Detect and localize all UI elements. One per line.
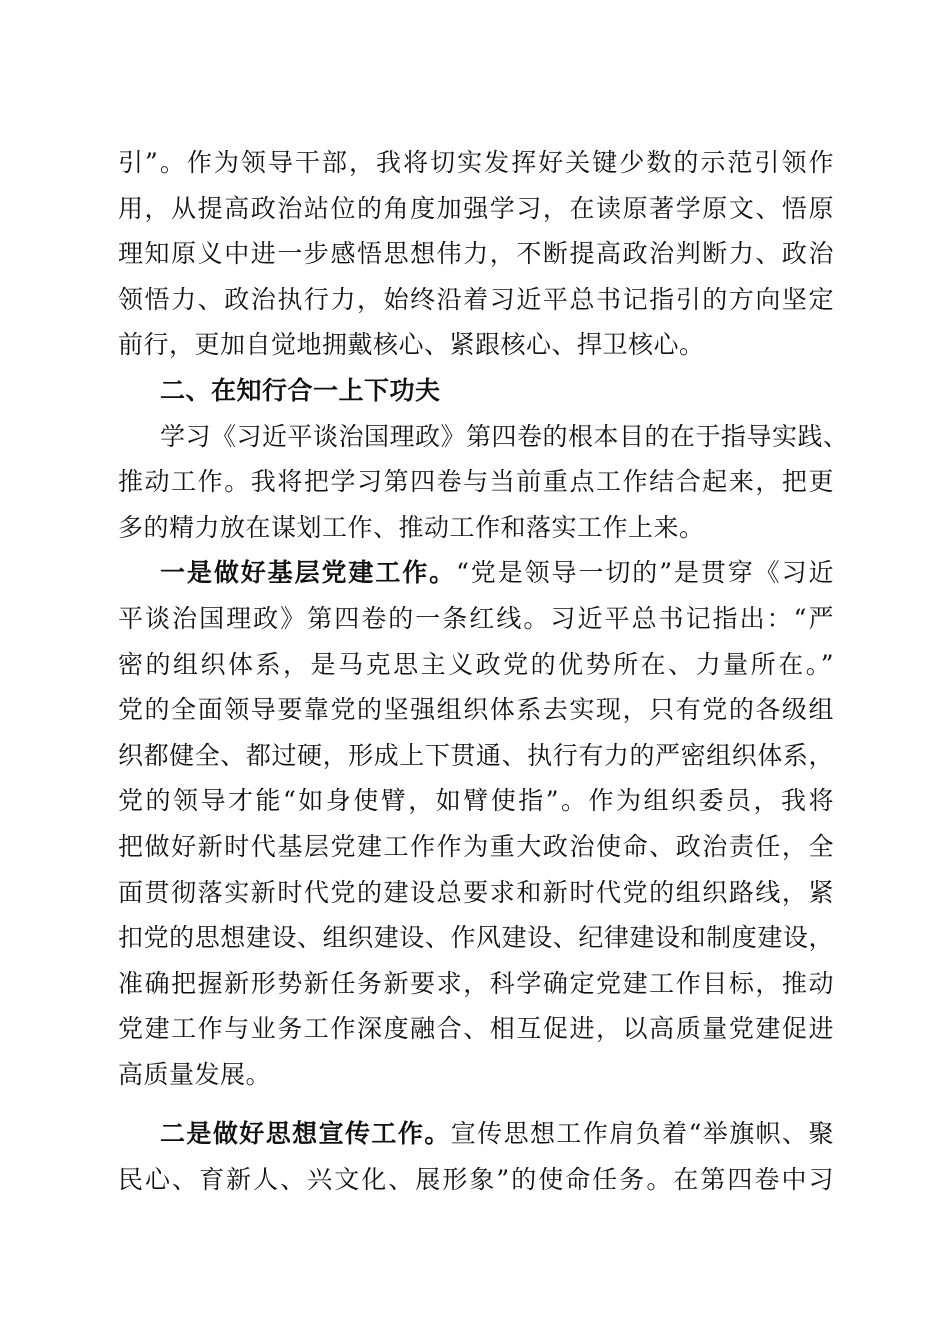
text-span: “党是领导一切的”是贯穿《习近	[456, 558, 834, 588]
text-line: 平谈治国理政》第四卷的一条红线。习近平总书记指出：“严	[118, 603, 834, 633]
paragraph-lead: 二是做好思想宣传工作。	[160, 1119, 451, 1149]
text-line: 面贯彻落实新时代党的建设总要求和新时代党的组织路线，紧	[118, 877, 834, 907]
paragraph-intro	[118, 414, 849, 551]
paragraph-party-building	[118, 550, 834, 1097]
text-line: 引”。作为领导干部，我将切实发挥好关键少数的示范引领作	[118, 148, 834, 177]
paragraph-publicity	[118, 1111, 834, 1202]
text-line: 把做好新时代基层党建工作作为重大政治使命、政治责任，全	[118, 831, 834, 861]
text-line: 织都健全、都过硬，形成上下贯通、执行有力的严密组织体系，	[118, 740, 834, 770]
text-line: 理知原义中进一步感悟思想伟力，不断提高政治判断力、政治	[118, 239, 834, 269]
text-line: 多的精力放在谋划工作、推动工作和落实工作上来。	[118, 512, 705, 542]
paragraph-continuation	[118, 140, 834, 368]
text-line: 领悟力、政治执行力，始终沿着习近平总书记指引的方向坚定	[118, 284, 834, 314]
text-line: 准确把握新形势新任务新要求，科学确定党建工作目标，推动	[118, 968, 834, 998]
text-line: 党的领导才能“如身使臂，如臂使指”。作为组织委员，我将	[118, 786, 834, 816]
text-line: 党建工作与业务工作深度融合、相互促进，以高质量党建促进	[118, 1014, 834, 1044]
text-line: 用，从提高政治站位的角度加强学习，在读原著学原文、悟原	[118, 193, 834, 223]
text-line	[118, 1111, 834, 1157]
text-line: 密的组织体系，是马克思主义政党的优势所在、力量所在。”	[118, 649, 834, 679]
paragraph-gap	[118, 1097, 834, 1111]
text-line: 推动工作。我将把学习第四卷与当前重点工作结合起来，把更	[118, 467, 834, 497]
document-body	[118, 140, 849, 1203]
text-line	[118, 550, 834, 596]
text-line: 前行，更加自觉地拥戴核心、紧跟核心、捍卫核心。	[118, 330, 705, 360]
paragraph-lead: 一是做好基层党建工作。	[160, 558, 457, 588]
text-line: 党的全面领导要靠党的坚强组织体系去实现，只有党的各级组	[118, 695, 834, 725]
text-span: 宣传思想工作肩负着“举旗帜、聚	[450, 1119, 834, 1149]
text-line: 学习《习近平谈治国理政》第四卷的根本目的在于指导实践、	[160, 421, 849, 451]
text-line: 高质量发展。	[118, 1059, 272, 1089]
section-heading: 二、在知行合一上下功夫	[160, 375, 441, 405]
text-line: 扣党的思想建设、组织建设、作风建设、纪律建设和制度建设，	[118, 923, 834, 953]
text-line: 民心、育新人、兴文化、展形象”的使命任务。在第四卷中习	[118, 1165, 834, 1195]
